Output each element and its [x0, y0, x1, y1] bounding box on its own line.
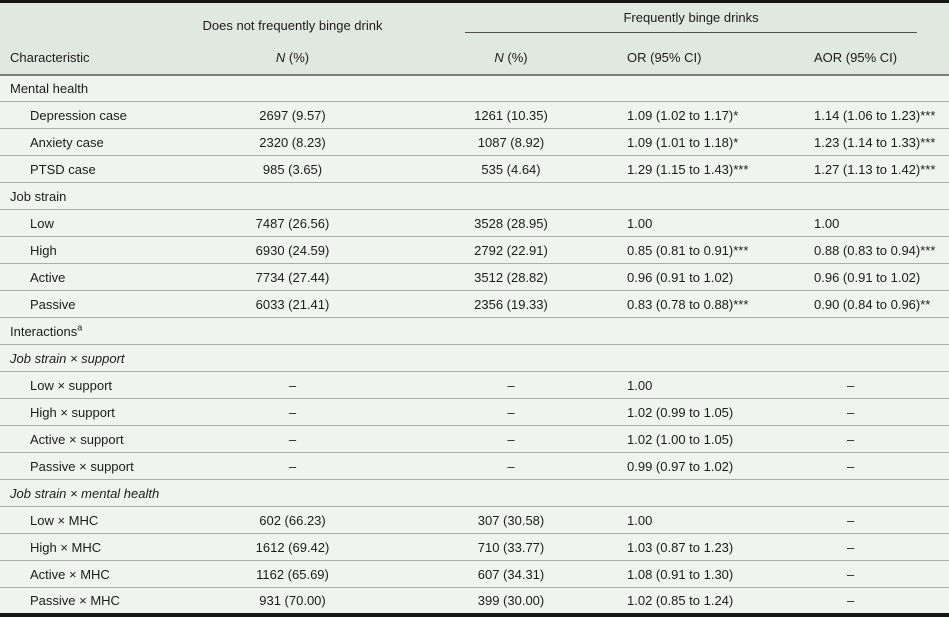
subsection-label: Job strain × support [0, 345, 949, 372]
cell-n-no-binge: – [185, 453, 400, 480]
cell-aor: – [805, 507, 949, 534]
cell-or: 0.99 (0.97 to 1.02) [622, 453, 805, 480]
cell-n-binge: – [400, 372, 622, 399]
cell-aor: 0.96 (0.91 to 1.02) [805, 264, 949, 291]
or-header: OR (95% CI) [622, 38, 805, 75]
cell-n-no-binge: 602 (66.23) [185, 507, 400, 534]
cell-n-binge: – [400, 426, 622, 453]
cell-or: 1.09 (1.01 to 1.18)* [622, 129, 805, 156]
cell-or: 1.29 (1.15 to 1.43)*** [622, 156, 805, 183]
cell-or: 1.08 (0.91 to 1.30) [622, 561, 805, 588]
table-body [0, 75, 949, 615]
cell-aor: – [805, 399, 949, 426]
row-label: Depression case [0, 102, 185, 129]
group-binge-underline [465, 8, 917, 33]
cell-n-no-binge: 6033 (21.41) [185, 291, 400, 318]
empty-header-cell [0, 2, 185, 38]
section-row [0, 183, 949, 210]
cell-aor: – [805, 534, 949, 561]
table-header [0, 2, 949, 75]
cell-aor: 1.00 [805, 210, 949, 237]
group-binge-header [400, 2, 949, 38]
table-row [0, 102, 949, 129]
cell-n-no-binge: 7487 (26.56) [185, 210, 400, 237]
cell-or: 0.85 (0.81 to 0.91)*** [622, 237, 805, 264]
cell-n-no-binge: 6930 (24.59) [185, 237, 400, 264]
table-row [0, 426, 949, 453]
row-label: Anxiety case [0, 129, 185, 156]
section-label: Interactions$^a$ [0, 318, 949, 345]
table-row [0, 291, 949, 318]
cell-or: 1.00 [622, 372, 805, 399]
cell-or: 1.00 [622, 507, 805, 534]
row-label: High × support [0, 399, 185, 426]
cell-or: 1.03 (0.87 to 1.23) [622, 534, 805, 561]
cell-n-no-binge: 985 (3.65) [185, 156, 400, 183]
row-label: Low × MHC [0, 507, 185, 534]
subsection-label: Job strain × mental health [0, 480, 949, 507]
cell-aor: – [805, 561, 949, 588]
cell-n-no-binge: 1162 (65.69) [185, 561, 400, 588]
cell-or: 1.00 [622, 210, 805, 237]
cell-or: 0.96 (0.91 to 1.02) [622, 264, 805, 291]
cell-n-no-binge: – [185, 399, 400, 426]
row-label: PTSD case [0, 156, 185, 183]
cell-aor: – [805, 588, 949, 615]
cell-aor: 1.23 (1.14 to 1.33)*** [805, 129, 949, 156]
table-row [0, 264, 949, 291]
table-row [0, 588, 949, 615]
row-label: Active [0, 264, 185, 291]
cell-n-no-binge: 2320 (8.23) [185, 129, 400, 156]
cell-aor: – [805, 372, 949, 399]
row-label: Passive [0, 291, 185, 318]
table-row [0, 237, 949, 264]
cell-n-binge: 307 (30.58) [400, 507, 622, 534]
cell-n-binge: 399 (30.00) [400, 588, 622, 615]
row-label: High [0, 237, 185, 264]
characteristic-header: Characteristic [0, 38, 185, 75]
group-binge-label: Frequently binge drinks [623, 10, 759, 25]
n-percent-header-no-binge: N (%) [185, 38, 400, 75]
table-row [0, 372, 949, 399]
cell-or: 1.09 (1.02 to 1.17)* [622, 102, 805, 129]
row-label: Low [0, 210, 185, 237]
cell-n-binge: – [400, 453, 622, 480]
table-row [0, 534, 949, 561]
row-label: Active × MHC [0, 561, 185, 588]
column-header-row [0, 38, 949, 75]
row-label: Low × support [0, 372, 185, 399]
subsection-row [0, 480, 949, 507]
cell-or: 1.02 (1.00 to 1.05) [622, 426, 805, 453]
group-no-binge-label: Does not frequently binge drink [202, 17, 383, 33]
cell-n-binge: 1261 (10.35) [400, 102, 622, 129]
cell-n-binge: – [400, 399, 622, 426]
cell-n-no-binge: 1612 (69.42) [185, 534, 400, 561]
cell-n-binge: 535 (4.64) [400, 156, 622, 183]
cell-n-binge: 2356 (19.33) [400, 291, 622, 318]
cell-n-binge: 1087 (8.92) [400, 129, 622, 156]
cell-aor: – [805, 426, 949, 453]
table-row [0, 210, 949, 237]
n-percent-header-binge: N (%) [400, 38, 622, 75]
cell-or: 1.02 (0.85 to 1.24) [622, 588, 805, 615]
cell-aor: – [805, 453, 949, 480]
footnote-marker: a [77, 322, 83, 333]
cell-n-no-binge: – [185, 426, 400, 453]
cell-n-binge: 3528 (28.95) [400, 210, 622, 237]
cell-aor: 1.27 (1.13 to 1.42)*** [805, 156, 949, 183]
cell-n-binge: 2792 (22.91) [400, 237, 622, 264]
cell-n-no-binge: 7734 (27.44) [185, 264, 400, 291]
cell-n-no-binge: 2697 (9.57) [185, 102, 400, 129]
cell-n-binge: 3512 (28.82) [400, 264, 622, 291]
table-row [0, 453, 949, 480]
table-row [0, 507, 949, 534]
row-label: Passive × support [0, 453, 185, 480]
row-label: Passive × MHC [0, 588, 185, 615]
section-label: Job strain [0, 183, 949, 210]
cell-or: 0.83 (0.78 to 0.88)*** [622, 291, 805, 318]
cell-n-binge: 607 (34.31) [400, 561, 622, 588]
section-row [0, 318, 949, 345]
cell-n-no-binge: – [185, 372, 400, 399]
table-row [0, 561, 949, 588]
row-label: Active × support [0, 426, 185, 453]
cell-aor: 0.88 (0.83 to 0.94)*** [805, 237, 949, 264]
group-header-row [0, 2, 949, 38]
cell-n-no-binge: 931 (70.00) [185, 588, 400, 615]
cell-n-binge: 710 (33.77) [400, 534, 622, 561]
table-row [0, 399, 949, 426]
cell-or: 1.02 (0.99 to 1.05) [622, 399, 805, 426]
section-label: Mental health [0, 75, 949, 102]
aor-header: AOR (95% CI) [805, 38, 949, 75]
cell-aor: 0.90 (0.84 to 0.96)** [805, 291, 949, 318]
subsection-row [0, 345, 949, 372]
table-row [0, 156, 949, 183]
group-no-binge-header [185, 2, 400, 38]
cell-aor: 1.14 (1.06 to 1.23)*** [805, 102, 949, 129]
section-row [0, 75, 949, 102]
row-label: High × MHC [0, 534, 185, 561]
table-row [0, 129, 949, 156]
